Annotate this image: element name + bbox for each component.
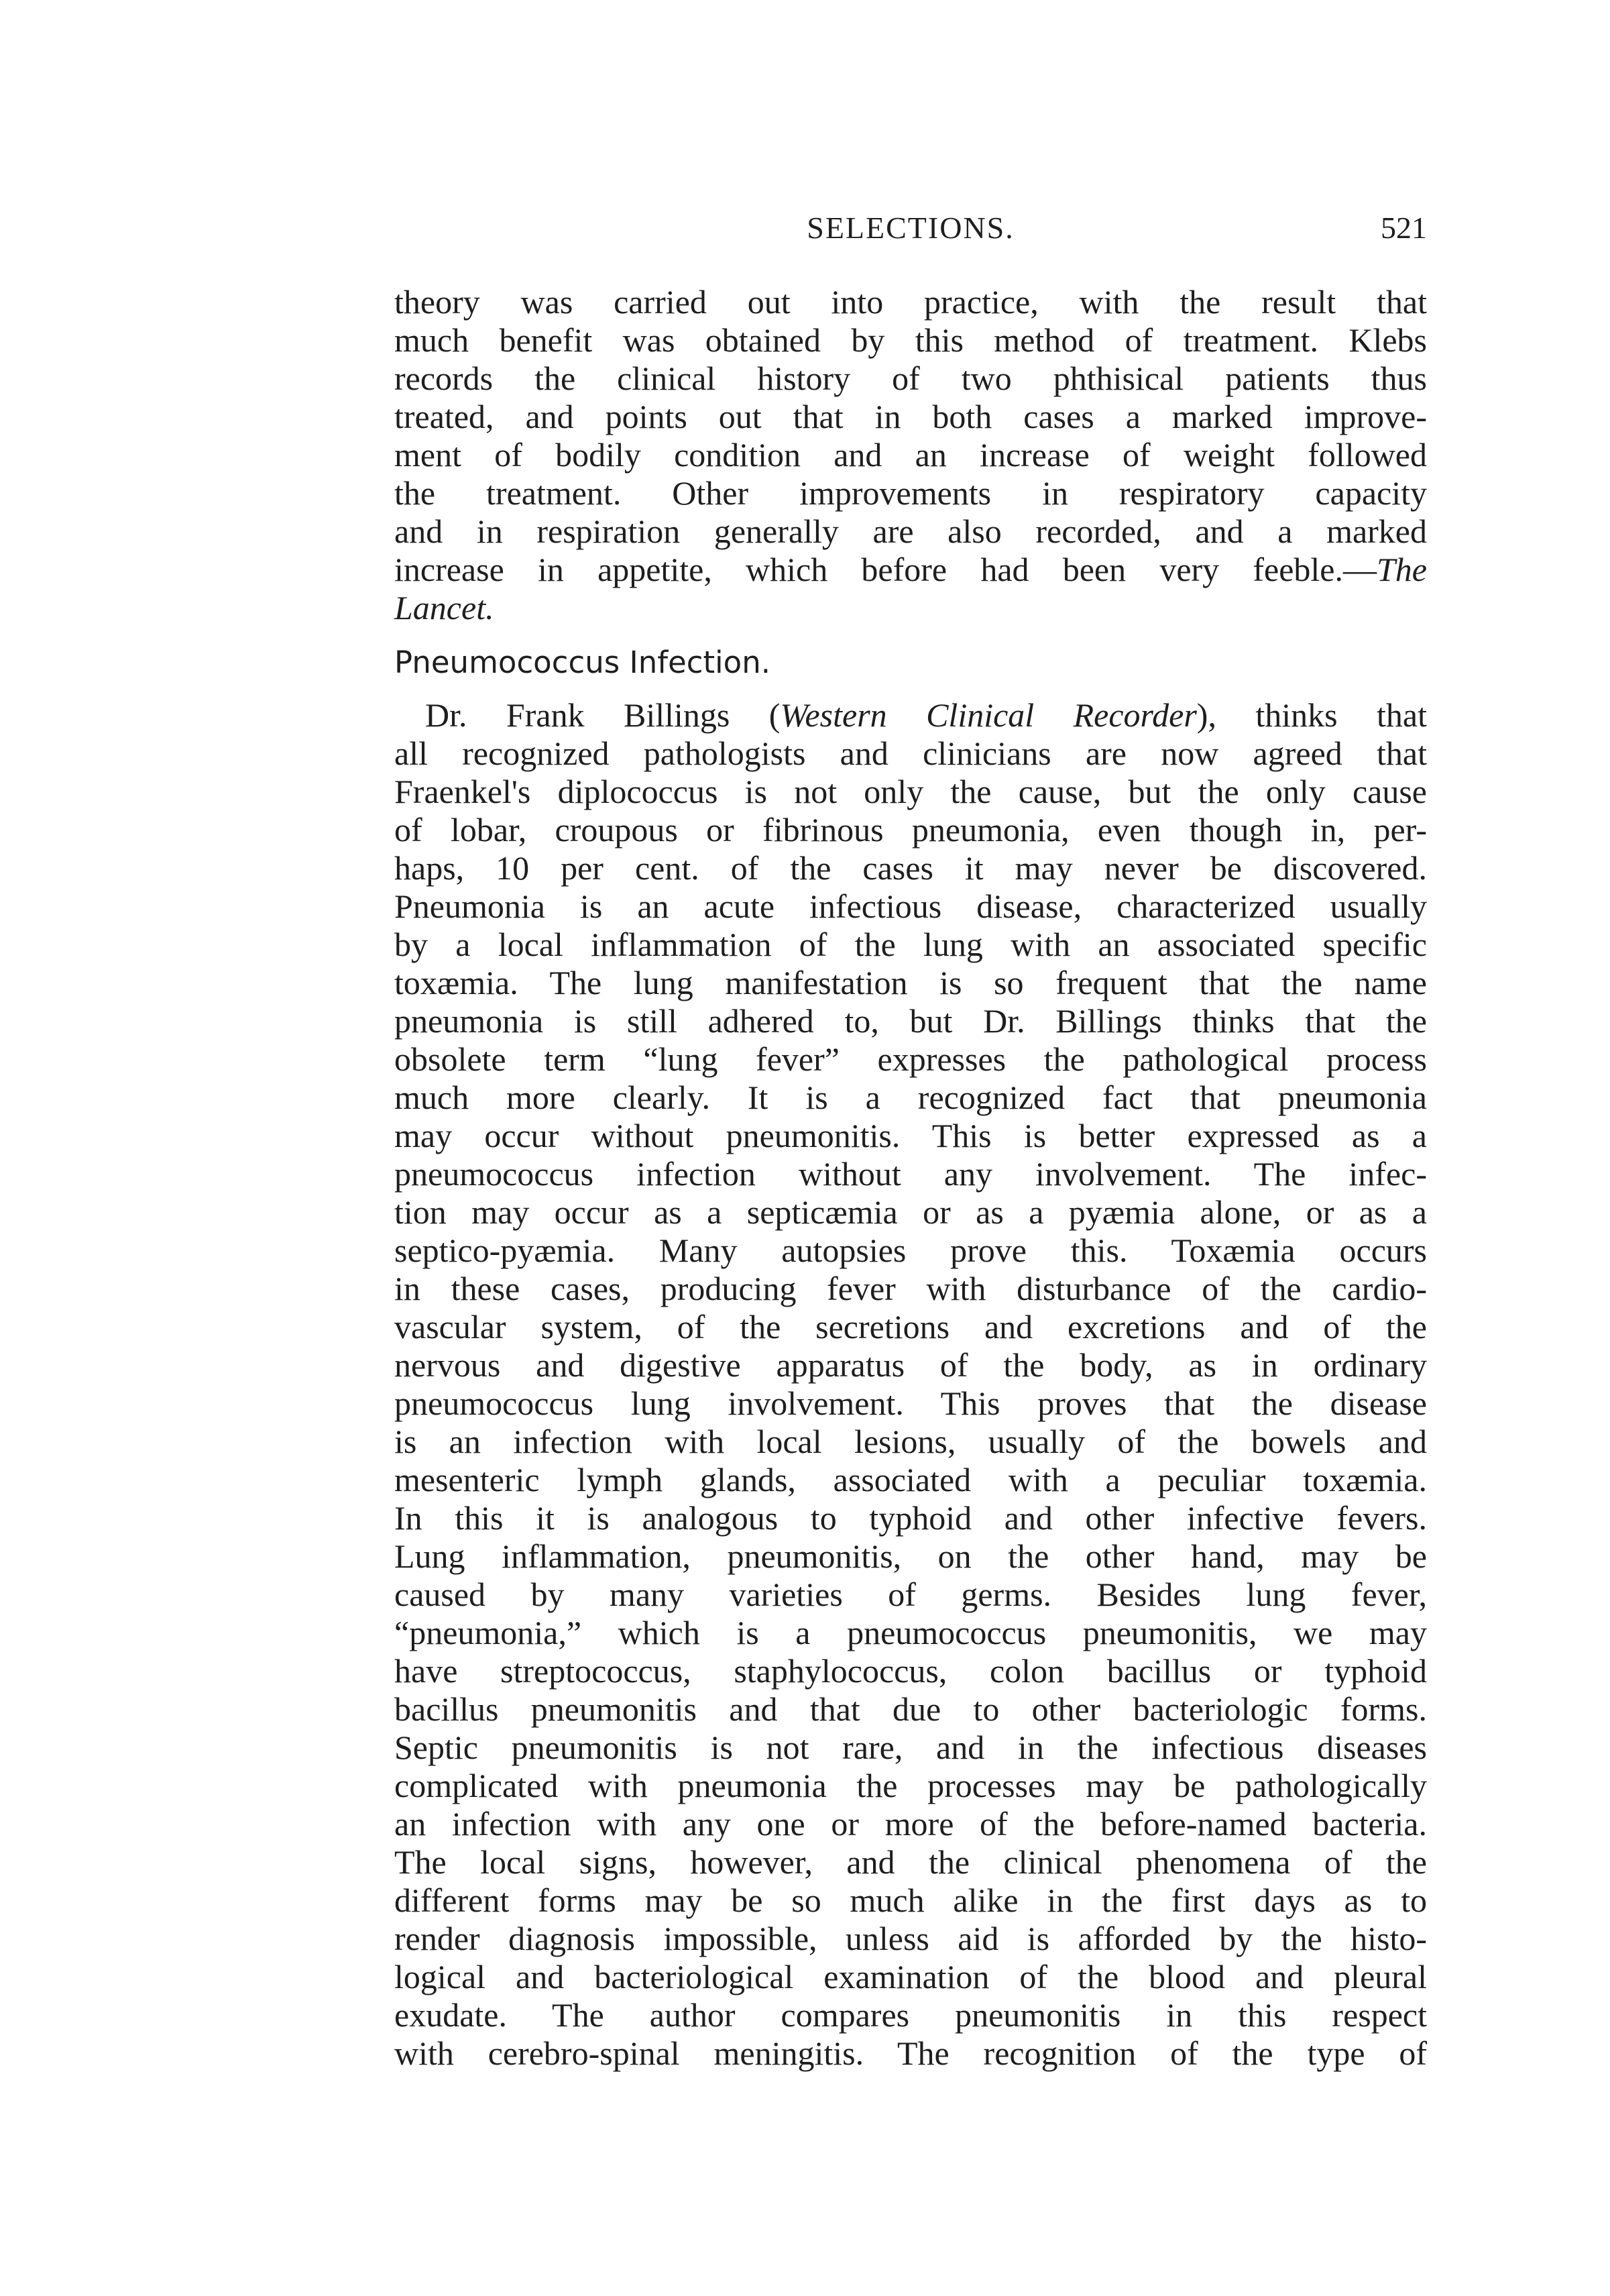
text-line: caused by many varieties of germs. Besides lung fever, bbox=[394, 1576, 1427, 1613]
text-line: much more clearly. It is a recognized fact that pneumonia bbox=[394, 1079, 1427, 1116]
text-line: records the clinical history of two phthisical patients thus bbox=[394, 360, 1427, 397]
text-line: pneumonia is still adhered to, but Dr. Billings thinks that the bbox=[394, 1002, 1427, 1040]
text-line: haps, 10 per cent. of the cases it may never be discovered. bbox=[394, 849, 1427, 887]
running-head bbox=[394, 205, 1427, 252]
source-citation: Lancet. bbox=[394, 589, 494, 626]
text-line: tion may occur as a septicæmia or as a pyæmia alone, or as a bbox=[394, 1193, 1427, 1231]
text-line: complicated with pneumonia the processes may be pathologically bbox=[394, 1767, 1427, 1804]
text-line: may occur without pneumonitis. This is better expressed as a bbox=[394, 1117, 1427, 1154]
text-line: obsolete term “lung fever” expresses the pathological process bbox=[394, 1040, 1427, 1078]
section-heading: Pneumococcus Infection. bbox=[394, 645, 771, 680]
text-line-with-source bbox=[394, 551, 1427, 589]
text-line: different forms may be so much alike in the first days as to bbox=[394, 1881, 1427, 1919]
text-fragment: Dr. Frank Billings ( bbox=[425, 696, 781, 734]
text-line: much benefit was obtained by this method of treatment. Klebs bbox=[394, 321, 1427, 359]
journal-title: Western Clinical Recorder bbox=[780, 696, 1197, 734]
text-line: have streptococcus, staphylococcus, colon bacillus or typhoid bbox=[394, 1652, 1427, 1690]
text-line: is an infection with local lesions, usually of the bowels and bbox=[394, 1423, 1427, 1460]
text-line: toxæmia. The lung manifestation is so frequent that the name bbox=[394, 964, 1427, 1001]
source-citation: The bbox=[1377, 551, 1427, 588]
first-line bbox=[394, 696, 1427, 734]
text-line: mesenteric lymph glands, associated with a peculiar toxæmia. bbox=[394, 1461, 1427, 1498]
text-line: Septic pneumonitis is not rare, and in the infectious diseases bbox=[394, 1729, 1427, 1766]
text-line: by a local inflammation of the lung with an associated specific bbox=[394, 926, 1427, 963]
text-line: treated, and points out that in both cases a marked improve- bbox=[394, 398, 1427, 435]
running-title: SELECTIONS. bbox=[807, 211, 1015, 245]
text-line: and in respiration generally are also recorded, and a marked bbox=[394, 512, 1427, 550]
text-line: septico-pyæmia. Many autopsies prove this. Toxæmia occurs bbox=[394, 1232, 1427, 1269]
text-line: pneumococcus infection without any involvement. The infec- bbox=[394, 1155, 1427, 1193]
text-line: with cerebro-spinal meningitis. The recognition of the type of bbox=[394, 2034, 1427, 2072]
text-line: in these cases, producing fever with disturbance of the cardio- bbox=[394, 1270, 1427, 1307]
text-line: nervous and digestive apparatus of the body, as in ordinary bbox=[394, 1346, 1427, 1384]
text-line: ment of bodily condition and an increase of weight followed bbox=[394, 436, 1427, 474]
text-line: bacillus pneumonitis and that due to other bacteriologic forms. bbox=[394, 1690, 1427, 1728]
text-line: logical and bacteriological examination of the blood and pleural bbox=[394, 1958, 1427, 1996]
text-line: an infection with any one or more of the before-named bacteria. bbox=[394, 1805, 1427, 1843]
text-line: increase in appetite, which before had been very feeble.— bbox=[394, 551, 1377, 588]
text-line: render diagnosis impossible, unless aid is afforded by the histo- bbox=[394, 1920, 1427, 1957]
text-line: The local signs, however, and the clinical phenomena of the bbox=[394, 1843, 1427, 1881]
text-line: vascular system, of the secretions and excretions and of the bbox=[394, 1308, 1427, 1346]
top-paragraph bbox=[394, 283, 1427, 627]
text-line: Fraenkel's diplococcus is not only the cause, but the only cause bbox=[394, 773, 1427, 810]
text-line: exudate. The author compares pneumonitis in this respect bbox=[394, 1996, 1427, 2034]
text-line: pneumococcus lung involvement. This proves that the disease bbox=[394, 1384, 1427, 1422]
text-line: of lobar, croupous or fibrinous pneumonia, even though in, per- bbox=[394, 811, 1427, 849]
section-body bbox=[394, 696, 1427, 2073]
text-line: In this it is analogous to typhoid and other infective fevers. bbox=[394, 1499, 1427, 1537]
text-line: “pneumonia,” which is a pneumococcus pneumonitis, we may bbox=[394, 1614, 1427, 1651]
text-fragment: ), thinks that bbox=[1196, 696, 1427, 734]
text-line: all recognized pathologists and clinicians are now agreed that bbox=[394, 734, 1427, 772]
text-line: the treatment. Other improvements in respiratory capacity bbox=[394, 474, 1427, 512]
text-line: Lung inflammation, pneumonitis, on the other hand, may be bbox=[394, 1537, 1427, 1575]
text-line: Pneumonia is an acute infectious disease, characterized usually bbox=[394, 887, 1427, 925]
text-line: theory was carried out into practice, with the result that bbox=[394, 283, 1427, 321]
page-number: 521 bbox=[1381, 211, 1427, 245]
